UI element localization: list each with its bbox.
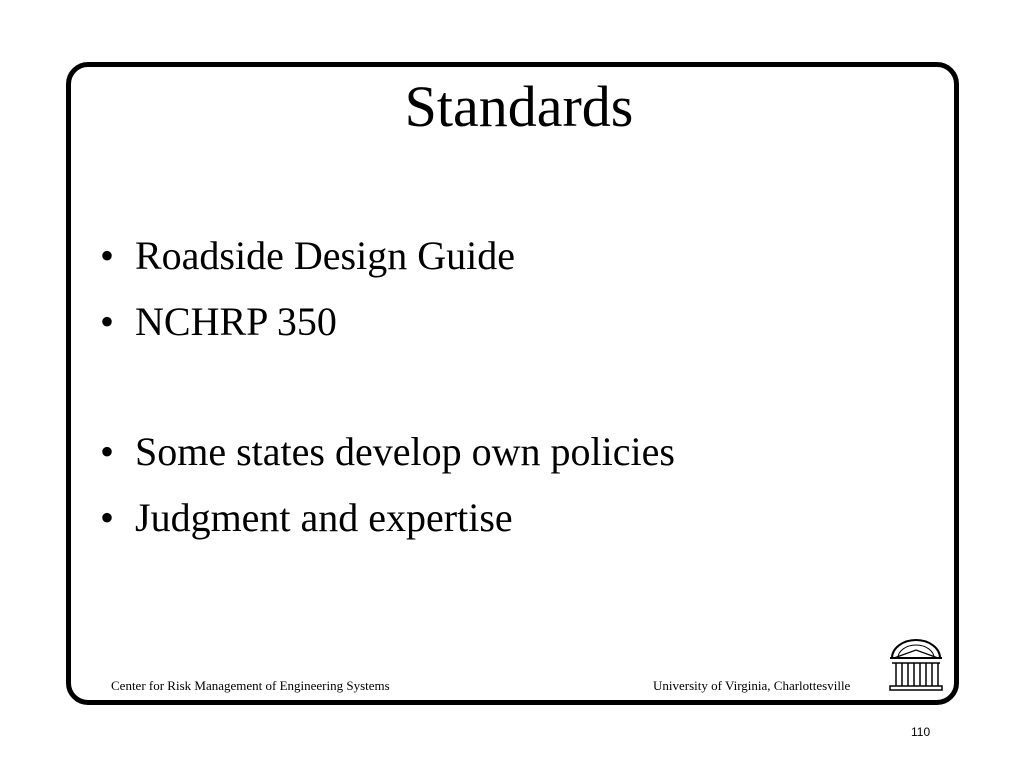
bullet-text: NCHRP 350 [135, 299, 337, 344]
bullet-item [100, 232, 675, 298]
footer-organization: Center for Risk Management of Engineering Systems [111, 678, 390, 693]
bullet-glyph: • [100, 233, 115, 278]
bullet-text: Some states develop own policies [135, 429, 675, 474]
slide-title: Standards [404, 74, 634, 139]
bullet-list [100, 232, 675, 560]
bullet-text: Roadside Design Guide [135, 233, 515, 278]
bullet-glyph: • [100, 299, 115, 344]
rotunda-logo-icon [888, 636, 944, 692]
page-number: 110 [911, 725, 931, 739]
bullet-item [100, 428, 675, 494]
bullet-item [100, 298, 675, 364]
bullet-glyph: • [100, 429, 115, 474]
bullet-item [100, 494, 675, 560]
bullet-text: Judgment and expertise [135, 495, 513, 540]
footer-university: University of Virginia, Charlottesville [653, 678, 851, 693]
bullet-glyph: • [100, 495, 115, 540]
